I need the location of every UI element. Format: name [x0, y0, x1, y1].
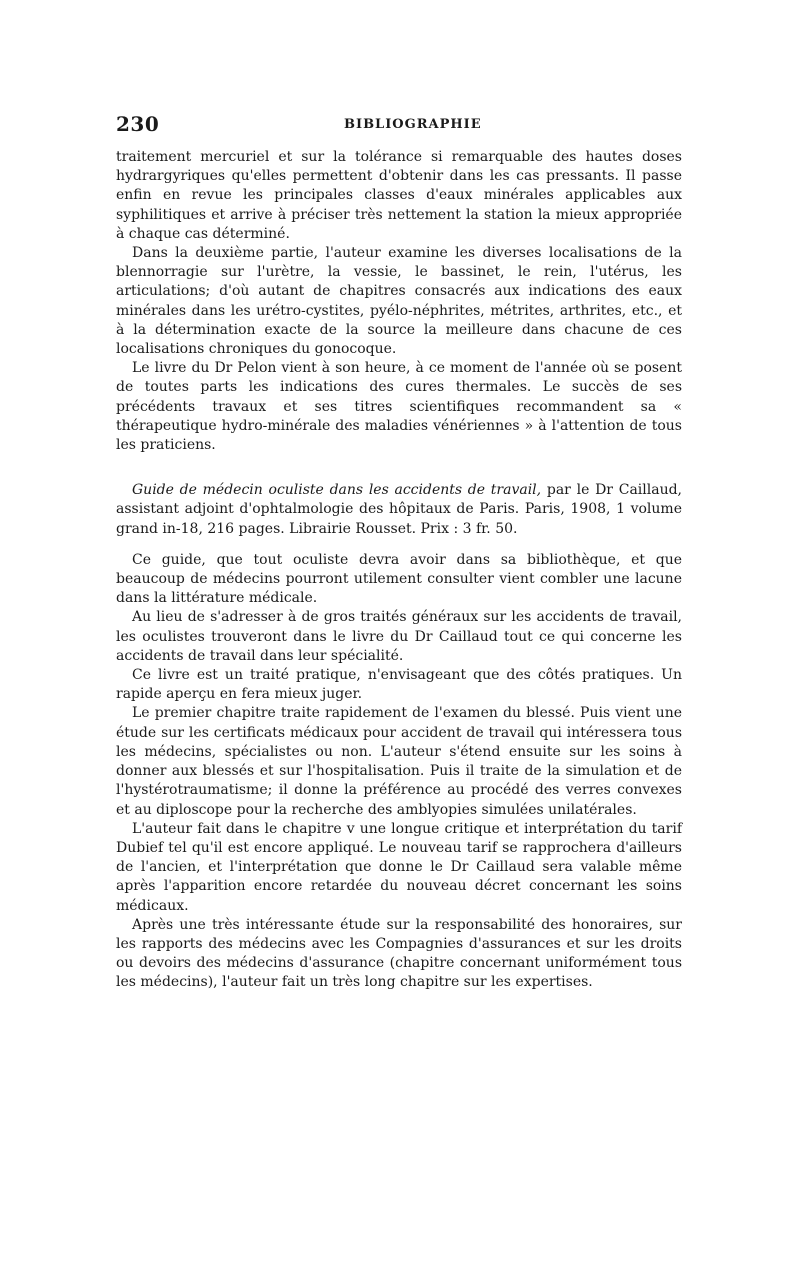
review-continuation	[116, 148, 682, 455]
bibliographic-entry	[116, 481, 682, 539]
bibliographic-details: par le Dr Caillaud, assistant adjoint d'ophtalmologie des hôpitaux de Paris. Paris, 1908, 1 volume grand in-18, 216 pages. Librairie Rousset. Prix : 3 fr. 50.	[116, 482, 682, 537]
paragraph: Au lieu de s'adresser à de gros traités généraux sur les accidents de travail, les oculistes trouveront dans le livre du Dr Caillaud tout ce qui concerne les accidents de travail dans leur spécialité.	[116, 609, 682, 664]
page	[116, 112, 682, 993]
book-title: Guide de médecin oculiste dans les accidents de travail,	[132, 482, 542, 499]
paragraph: Ce guide, que tout oculiste devra avoir dans sa bibliothèque, et que beaucoup de médecins pourront utilement consulter vient combler une lacune dans la littérature médicale.	[116, 551, 682, 607]
paragraph: Après une très intéressante étude sur la responsabilité des honoraires, sur les rapports des médecins avec les Compagnies d'assurances et sur les droits ou devoirs des médecins d'assurance (chapitre concernant uniformément tous les médecins), l'auteur fait un très long chapitre sur les expertises.	[116, 916, 682, 991]
paragraph: Dans la deuxième partie, l'auteur examine les diverses localisations de la blennorragie sur l'urètre, la vessie, le bassinet, le rein, l'utérus, les articulations; d'où autant de chapitres consacrés aux indications des eaux minérales dans les urétro-cystites, pyélo-néphrites, métrites, arthrites, etc., et à la détermination exacte de la source la meilleure dans chacune de ces localisations chroniques du gonocoque.	[116, 245, 682, 358]
page-number: 230	[116, 112, 160, 136]
running-head: BIBLIOGRAPHIE	[344, 117, 482, 132]
section-spacer	[116, 455, 682, 481]
review-guide-oculiste	[116, 481, 682, 992]
entry-spacer	[116, 539, 682, 551]
paragraph: Le livre du Dr Pelon vient à son heure, à ce moment de l'année où se posent de toutes parts les indications des cures thermales. Le succès de ses précédents travaux et ses titres scientifiques recommandent sa « thérapeutique hydro-minérale des maladies vénériennes » à l'attention de tous les praticiens.	[116, 360, 682, 454]
paragraph: Ce livre est un traité pratique, n'envisageant que des côtés pratiques. Un rapide aperçu en fera mieux juger.	[116, 667, 682, 703]
page-header	[116, 112, 682, 142]
paragraph: traitement mercuriel et sur la tolérance si remarquable des hautes doses hydrargyriques qu'elles permettent d'obtenir dans les cas pressants. Il passe enfin en revue les principales classes d'eaux minérales applicables aux syphilitiques et arrive à préciser très nettement la station la mieux appropriée à chaque cas déterminé.	[116, 149, 682, 242]
paragraph: Le premier chapitre traite rapidement de l'examen du blessé. Puis vient une étude sur les certificats médicaux pour accident de travail qui intéressera tous les médecins, spécialistes ou non. L'auteur s'étend ensuite sur les soins à donner aux blessés et sur l'hospitalisation. Puis il traite de la simulation et de l'hystérotraumatisme; il donne la préférence au procédé des verres convexes et au diploscope pour la recherche des amblyopies simulées unilatérales.	[116, 705, 682, 818]
paragraph: L'auteur fait dans le chapitre v une longue critique et interprétation du tarif Dubief tel qu'il est encore appliqué. Le nouveau tarif se rapprochera d'ailleurs de l'ancien, et l'interprétation que donne le Dr Caillaud sera valable même après l'apparition encore retardée du nouveau décret concernant les soins médicaux.	[116, 820, 682, 914]
